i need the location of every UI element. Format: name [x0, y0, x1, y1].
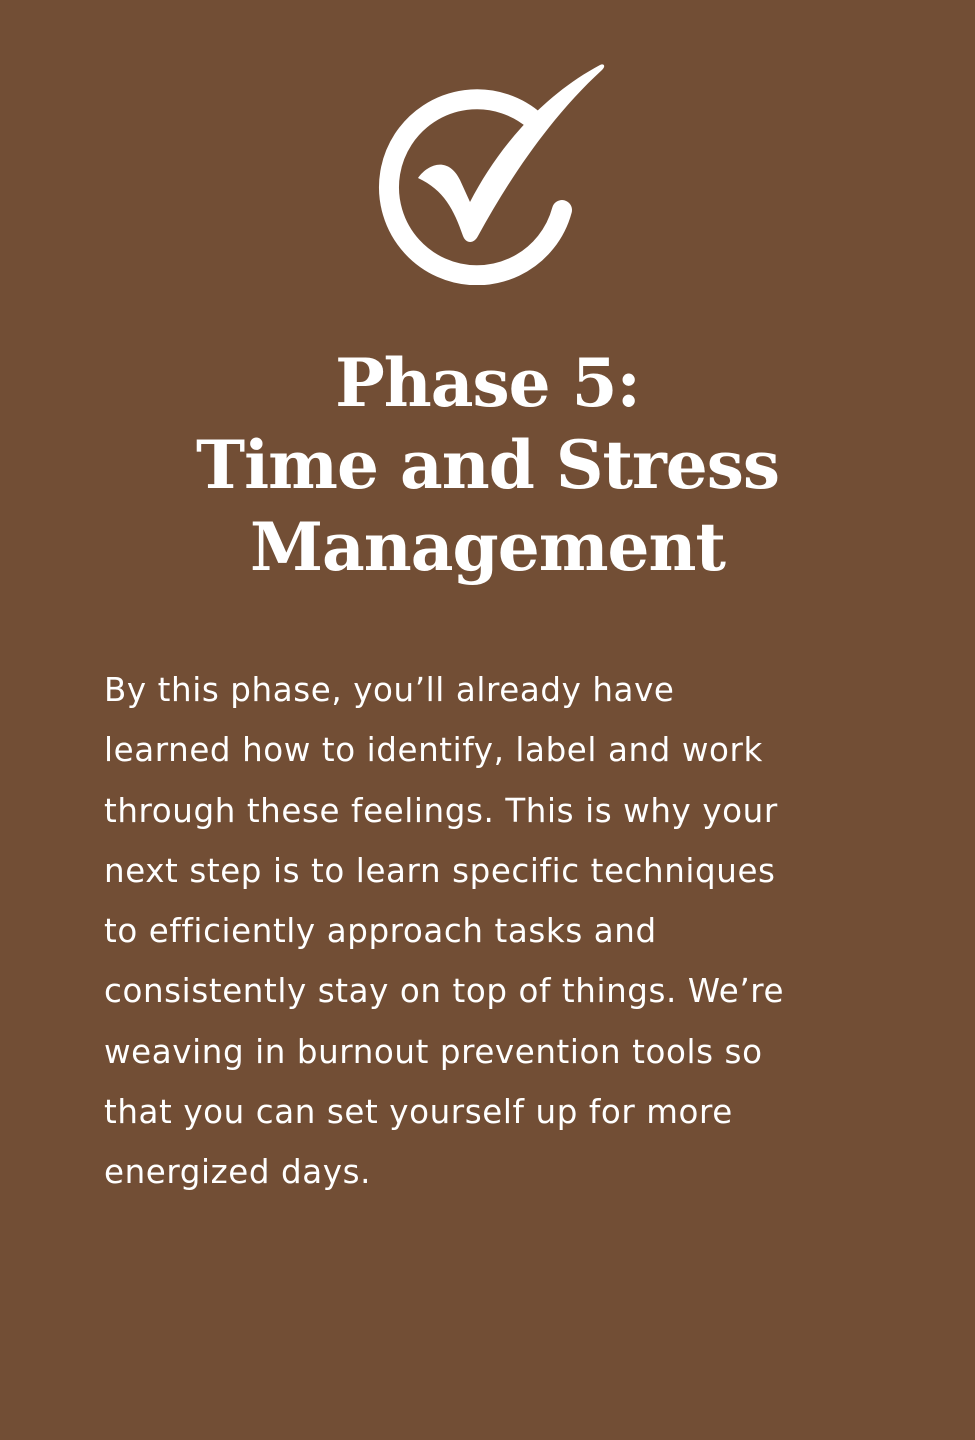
description-paragraph [104, 660, 884, 1203]
description-line: weaving in burnout prevention tools so [104, 1032, 763, 1071]
check-circle-icon [366, 60, 606, 285]
title-line-topic-cont: Management [249, 508, 725, 586]
description-line: to efficiently approach tasks and [104, 912, 657, 951]
description-line: consistently stay on top of things. We’re [104, 972, 785, 1011]
description-line: next step is to learn specific techniques [104, 851, 776, 890]
page-title [80, 342, 895, 588]
description-line: through these feelings. This is why your [104, 791, 778, 830]
description-line: that you can set yourself up for more [104, 1093, 733, 1132]
description-line: learned how to identify, label and work [104, 731, 763, 770]
title-line-phase: Phase 5: [335, 344, 640, 422]
description-line: By this phase, you’ll already have [104, 671, 675, 709]
description-line: energized days. [104, 1153, 372, 1192]
title-line-topic: Time and Stress [195, 426, 780, 504]
